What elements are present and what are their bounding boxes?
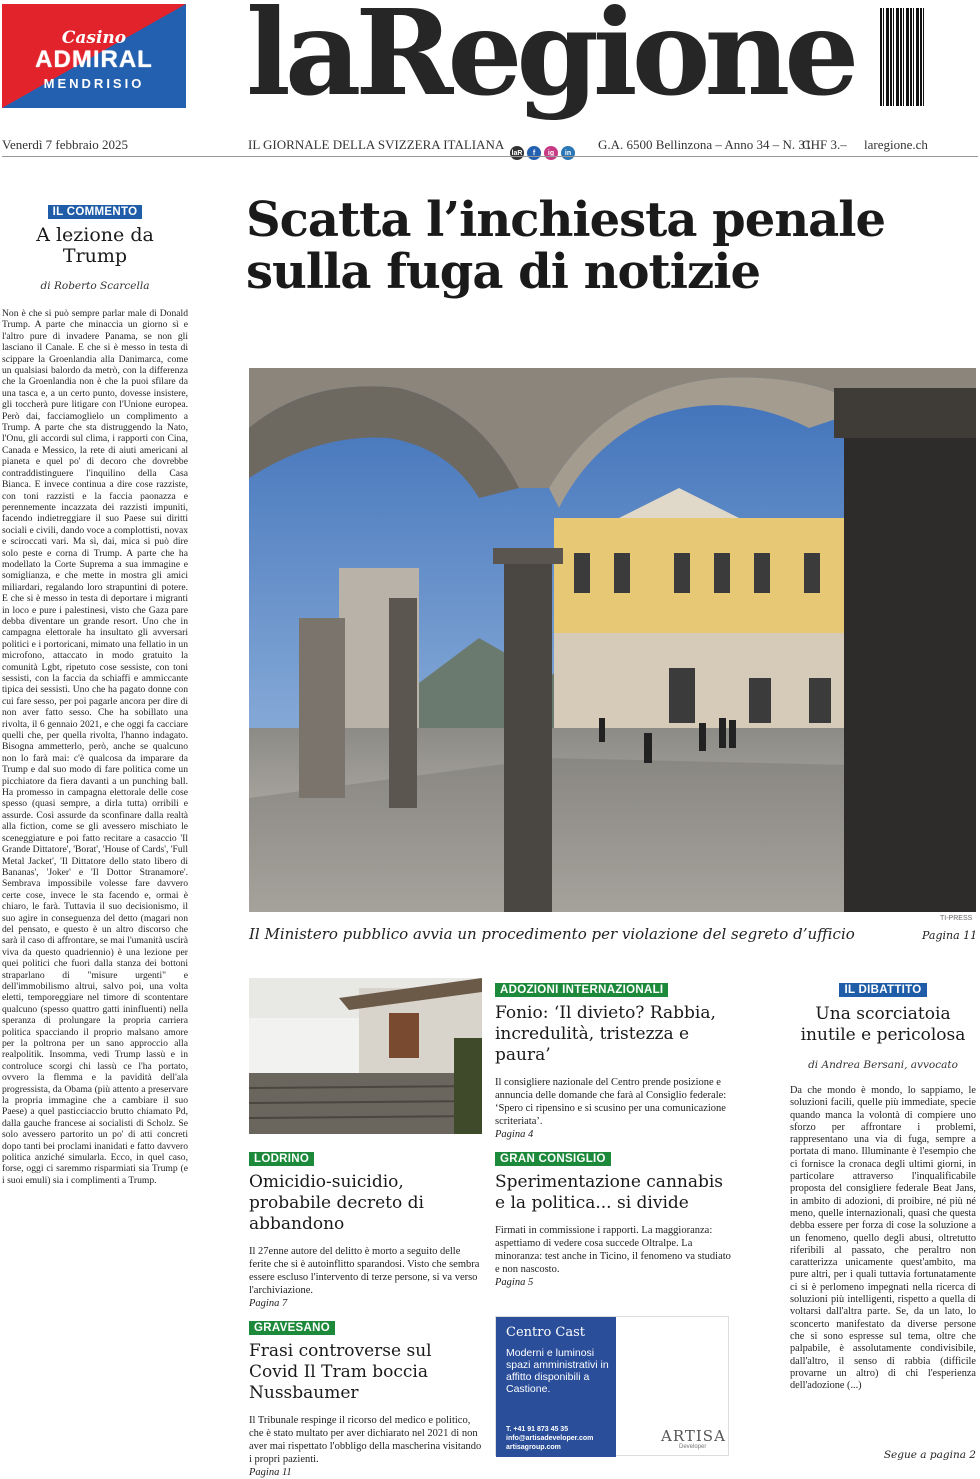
commentary-title[interactable]: A lezione da Trump [36, 224, 154, 267]
cannabis-page-ref[interactable]: Pagina 5 [495, 1277, 534, 1288]
lead-headline[interactable]: Scatta l’inchiesta penale sulla fuga di notizie [246, 192, 886, 300]
story-lodrino [249, 1147, 483, 1310]
lodrino-page-ref[interactable]: Pagina 7 [249, 1298, 288, 1309]
lead-caption: Il Ministero pubblico avvia un procedimento per violazione del segreto d’ufficio [249, 925, 855, 943]
debate-body: Da che mondo è mondo, lo sappiamo, le soluzioni facili, quelle più immediate, specie quando manca la volontà di compiere uno sforzo per affrontare i problemi, rappresentano una via di fuga, sempre a portata di mano. Illuminante è l'esempio che ci fornisce la cronaca degli ultimi giorni, in particolare attraverso l'inqualificabile proposta del consigliere federale Beat Jans, in ambito di adozioni, di proibire, né più né meno, quelle internazionali, quasi che questa debba essere per forza di cose la soluzione a un fenomeno, quello degli abusi, oltretutto riferibili al passato, che peraltro non caratterizza unicamente quest'ambito, ma pure altri, per i quali tuttavia fortunatamente ci si è perlomeno impegnati nella ricerca di soluzioni più intelligenti, rispetto a quella di voltarsi dall'altra parte. Se, da un lato, lo sconcerto manifestato da diverse persone che si sono espresse sul tema, oltre che palpabile, è assolutamente condivisibile, dall'altro, il senso di rabbia (difficile provarne un altro) di chi l'esperienza dell'adozione (...) [790, 1085, 976, 1392]
casino-admiral-ad[interactable] [2, 4, 186, 108]
lead-page-ref[interactable]: Pagina 11 [922, 929, 978, 942]
barcode [880, 8, 924, 106]
lodrino-photo[interactable] [249, 978, 482, 1134]
story-gravesano [249, 1316, 483, 1479]
lead-photo[interactable] [249, 368, 976, 912]
lugano-piazza-illustration [249, 368, 976, 912]
newspaper-logo[interactable]: laRegione [246, 0, 854, 122]
adozioni-body: Il consigliere nazionale del Centro prende posizione e annuncia delle domande che farà al Consiglio federale: ‘Spero ci ripensino e si scusino per una comunicazione scriteriata’. [495, 1077, 727, 1127]
commentary-kicker: IL COMMENTO [48, 205, 143, 219]
cannabis-title[interactable]: Sperimentazione cannabis e la politica... si divide [495, 1172, 724, 1213]
adozioni-kicker: ADOZIONI INTERNAZIONALI [495, 983, 668, 997]
social-icons [510, 146, 575, 160]
ad-cast-contact [506, 1425, 593, 1452]
gravesano-title[interactable]: Frasi controverse sul Covid Il Tram boccia Nussbaumer [249, 1341, 432, 1403]
ad-cast-message: Moderni e luminosi spazi amministrativi in affitto disponibili a Castione. [506, 1347, 609, 1395]
ad-casino-line2: ADMIRAL [35, 46, 153, 73]
instagram-icon[interactable]: ig [544, 146, 558, 160]
lodrino-body: Il 27enne autore del delitto è morto a seguito delle ferite che si è autoinflitto sparandosi. Visto che sembra essere escluso l'intervento di terze persone, si va verso l'archiviazione. [249, 1246, 480, 1296]
debate-byline: di Andrea Bersani, avvocato [808, 1059, 958, 1071]
price: CHF 3.– [802, 137, 847, 152]
lodrino-kicker: LODRINO [249, 1152, 314, 1166]
photo-credit: TI-PRESS [940, 915, 973, 922]
cannabis-body: Firmati in commissione i rapporti. La maggioranza: aspettiamo di vedere cosa succede Oltralpe. La minoranza: test anche in Ticino, il fenomeno va studiato e non nascosto. [495, 1225, 731, 1275]
stone-house-illustration [249, 978, 482, 1134]
gravesano-body: Il Tribunale respinge il ricorso del medico e politico, che è stato multato per aver dichiarato nel 2021 di non aver mai rispettato l'obbligo della mascherina visitando i propri pazienti. [249, 1415, 482, 1465]
ad-casino-line3: MENDRISIO [43, 76, 145, 91]
issue-date: Venerdì 7 febbraio 2025 [2, 137, 128, 152]
centro-cast-ad[interactable] [495, 1316, 729, 1456]
debate-kicker: IL DIBATTITO [839, 983, 926, 997]
gravesano-page-ref[interactable]: Pagina 11 [249, 1467, 292, 1478]
commentary-byline: di Roberto Scarcella [40, 280, 150, 292]
ad-cast-name: Centro Cast [506, 1325, 586, 1340]
story-cannabis [495, 1147, 735, 1289]
cannabis-kicker: GRAN CONSIGLIO [495, 1152, 611, 1166]
edition-info: G.A. 6500 Bellinzona – Anno 34 – N. 31 [598, 137, 812, 152]
gravesano-kicker: GRAVESANO [249, 1321, 335, 1335]
debate-title[interactable]: Una scorciatoia inutile e pericolosa [800, 1004, 966, 1045]
facebook-icon[interactable]: f [527, 146, 541, 160]
commentary-body: Non è che si può sempre parlar male di Donald Trump. A parte che minaccia un giorno sì e l'altro pure di invadere Panama, se non gli lasciano il Canale. E che si è messo in testa di scippare la Groenlandia alla Danimarca, come un qualsiasi balordo da metrò, con la differenza che la Groenlandia non è che la puoi sfilare da una tasca e, a un certo punto, dovesse insistere, gli toccherà pure litigare con l'Unione europea. Però dai, facciamoglielo un complimento a Trump. A parte che sta distruggendo la Nato, l'Onu, gli accordi sul clima, i rapporti con Cina, Canada e Messico, la rete di aiuti americani al pianeta e quel po' di decoro che dovrebbe contraddistinguere l'inquilino della Casa Bianca. E invece continua a dire cose razziste, con toni razzisti e la faccia paonazza e perennemente incazzata dei razzisti impuniti, facendo indietreggiare il suo Paese sui diritti sociali e civili, dando voce a complottisti, novax e sciroccati vari. Ma sì, dai, mica si può dire solo peste e corna di Trump. A parte che ha modellato la Corte Suprema a sua immagine e somiglianza, e che mette in mostra gli amici miliardari, regalando loro strapuntini di potere. E che si è messo in testa di deportare i migranti in loco e pure i palestinesi, visto che Gaza pare debba diventare un grande resort. Uno che in campagna elettorale ha insultato gli avversari politici e i portoricani, mimato una fellatio in un microfono, attaccato in modo gratuito la comunità Lgbt, ripetuto cose sessiste, con toni sessisti, con la faccia da schiaffi e ammiccante tipica dei sessisti. Uno che ha pagato donne con cui fare sesso, per poi pagarle ancora per dire di non aver fatto sesso. Che ha sobillato una rivolta, il 6 gennaio 2021, e che oggi fa cacciare quelli che, per quella rivolta, l'hanno indagato. Bisogna ammetterlo, però, anche se qualcuno non lo farà mai: c'è qualcosa da imparare da Trump e dal suo modo di fare politica come un picchiatore da fiera davanti a un punching ball. Ha promesso in campagna elettorale delle cose spesso (quasi sempre, a dirla tutta) orribili e assurde. Così assurde da sconfinare dalla realtà alla fiction, come se gli avessero mischiato le sceneggiature e poi fatto recitare a casaccio 'Il Grande Dittatore', 'Borat', 'House of Cards', 'Full Metal Jacket', 'Il Dittatore dello stato libero di Bananas', 'Joker' e 'Il Dottor Stranamore'. Sembrava impossibile volesse fare davvero certe cose, invece le sta facendo e, ormai è chiaro, le farà. Tuttavia il suo decisionismo, il suo agire in conseguenza del detto (magari non del pensato, e questo è un altro discorso che sarà il caso di affrontare, se mai l'umanità uscirà viva da questo quadriennio) è una lezione per quei politici che fuori dalla stanza dei bottoni straparlano di "misure urgenti" e dell'immobilismo altrui, salvo poi, una volta eletti, temporeggiare nel timore di scontentare qualcuno (spesso quattro gatti ininfluenti) nella speranza di prolungare la propria carriera politica spacciando il proprio malsano amore per la poltrona per un sano approccio alla realpolitik. Insomma, vedi Trump lassù e in controluce scorgi chi lassù ce l'ha portato, ovvero la flemma e la pavidità dell'ala progressista, da Obama (più attento a preservare la propria immagine che a cambiare il suo Paese) a quel pasticciaccio brutto chiamato Pd, dalla gauche francese ai socialisti di Scholz. Se solo avessero partorito un po' di atti concreti dopo tanti bei proclami inanidati e fatto davvero politica anziché simularla. Ecco, in quel caso, forse, oggi ci saremmo risparmiati sia Trump (e i suoi emuli) sia i complimenti a Trump. [2, 308, 188, 1186]
debate-continued[interactable]: Segue a pagina 2 [883, 1449, 976, 1461]
ad-casino-line1: Casino [61, 28, 127, 48]
artisa-logo-sub: Developer [679, 1444, 707, 1450]
ad-cast-email[interactable]: info@artisadeveloper.com [506, 1435, 594, 1442]
artisa-logo: ARTISA [661, 1427, 726, 1445]
lodrino-title[interactable]: Omicidio-suicidio, probabile decreto di abbandono [249, 1172, 424, 1234]
adozioni-title[interactable]: Fonio: ‘Il divieto? Rabbia, incredulità, tristezza e paura’ [495, 1003, 716, 1065]
ad-cast-phone: T. +41 91 873 45 35 [506, 1426, 569, 1433]
masthead-divider [2, 156, 978, 157]
laregione-icon[interactable]: laR [510, 146, 524, 160]
linkedin-icon[interactable]: in [561, 146, 575, 160]
debate-column [790, 978, 976, 1461]
commentary-column [2, 200, 188, 1448]
ad-cast-web[interactable]: artisagroup.com [506, 1444, 561, 1451]
adozioni-page-ref[interactable]: Pagina 4 [495, 1129, 534, 1140]
tagline: IL GIORNALE DELLA SVIZZERA ITALIANA [248, 137, 505, 152]
website-link[interactable]: laregione.ch [864, 137, 928, 152]
story-adozioni [495, 978, 735, 1141]
